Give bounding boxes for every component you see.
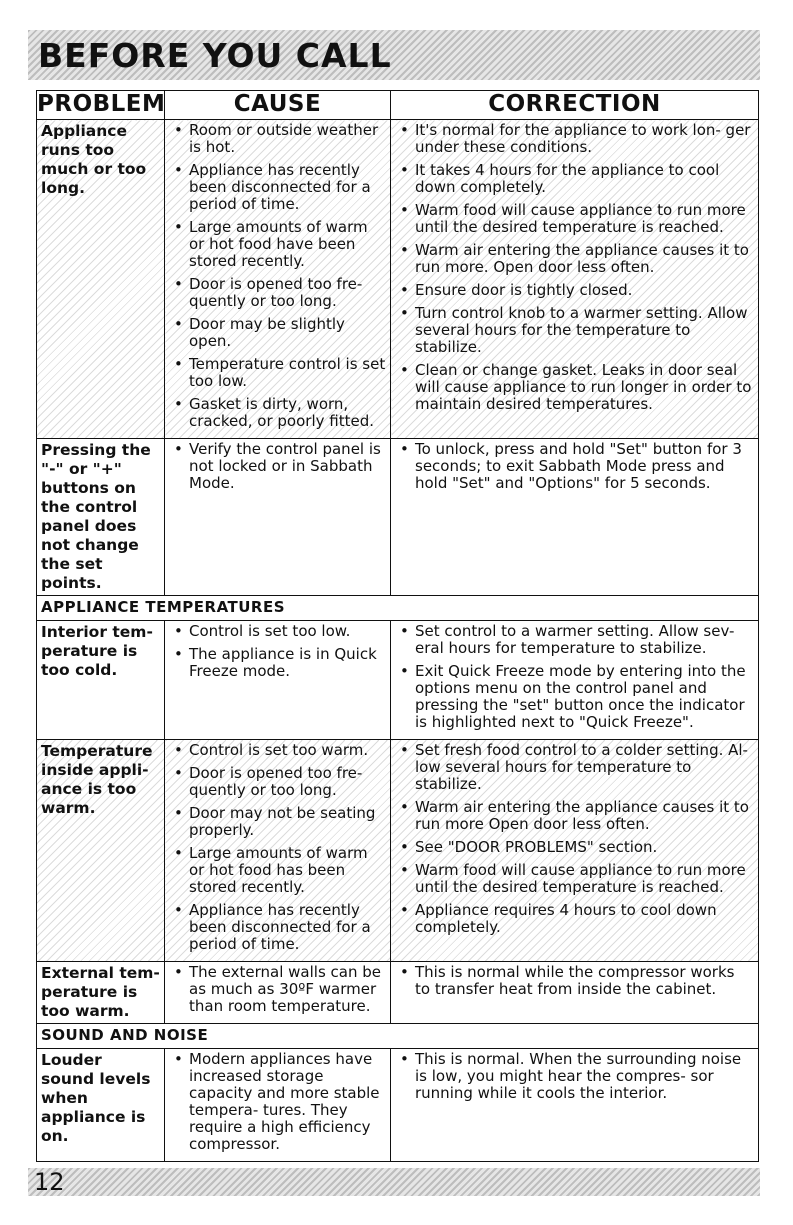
cause-cell: [165, 1049, 391, 1162]
correction-list: [395, 742, 754, 936]
list-item: • Turn control knob to a warmer setting. Allow several hours for the temperature to stabilize.: [395, 305, 754, 356]
page-title: BEFORE YOU CALL: [38, 36, 392, 75]
problem-cell: External tem- perature is too warm.: [37, 962, 165, 1024]
problem-cell: Louder sound levels when appliance is on.: [37, 1049, 165, 1162]
table-header-row: [37, 91, 759, 120]
table-row: [37, 621, 759, 740]
table-row: [37, 962, 759, 1024]
correction-list: [395, 1051, 754, 1102]
cause-list: [169, 1051, 386, 1153]
list-item: • Set fresh food control to a colder setting. Al- low several hours for temperature to stabilize.: [395, 742, 754, 793]
table-row: [37, 120, 759, 439]
list-item: • Warm air entering the appliance causes it to run more. Open door less often.: [395, 242, 754, 276]
cause-cell: [165, 740, 391, 962]
cause-list: [169, 623, 386, 680]
problem-cell: Pressing the "-" or "+" buttons on the control panel does not change the set points.: [37, 439, 165, 596]
cause-list: [169, 964, 386, 1015]
problem-cell: Temperature inside appli- ance is too warm.: [37, 740, 165, 962]
page-number: 12: [34, 1168, 65, 1196]
list-item: • Clean or change gasket. Leaks in door seal will cause appliance to run longer in order to maintain desired temperatures.: [395, 362, 754, 413]
list-item: • Door is opened too fre- quently or too long.: [169, 765, 386, 799]
list-item: • Appliance requires 4 hours to cool down completely.: [395, 902, 754, 936]
list-item: • Warm food will cause appliance to run more until the desired temperature is reached.: [395, 862, 754, 896]
list-item: • Gasket is dirty, worn, cracked, or poorly fitted.: [169, 396, 386, 430]
cause-list: [169, 122, 386, 430]
cause-cell: [165, 120, 391, 439]
correction-list: [395, 122, 754, 413]
troubleshooting-table: [36, 90, 759, 1162]
list-item: • This is normal while the compressor works to transfer heat from inside the cabinet.: [395, 964, 754, 998]
section-title-sound: SOUND AND NOISE: [37, 1024, 759, 1049]
cause-cell: [165, 439, 391, 596]
column-header-correction: CORRECTION: [391, 91, 759, 120]
list-item: • Door may not be seating properly.: [169, 805, 386, 839]
cause-cell: [165, 962, 391, 1024]
column-header-problem: PROBLEM: [37, 91, 165, 120]
list-item: • Ensure door is tightly closed.: [395, 282, 754, 299]
list-item: • It's normal for the appliance to work lon- ger under these conditions.: [395, 122, 754, 156]
correction-cell: [391, 1049, 759, 1162]
list-item: • Room or outside weather is hot.: [169, 122, 386, 156]
problem-cell: Appliance runs too much or too long.: [37, 120, 165, 439]
list-item: • Appliance has recently been disconnected for a period of time.: [169, 162, 386, 213]
table-row: [37, 439, 759, 596]
section-title-temperatures: APPLIANCE TEMPERATURES: [37, 596, 759, 621]
problem-cell: Interior tem- perature is too cold.: [37, 621, 165, 740]
section-row: [37, 596, 759, 621]
list-item: • Control is set too low.: [169, 623, 386, 640]
correction-cell: [391, 962, 759, 1024]
correction-cell: [391, 120, 759, 439]
list-item: • Exit Quick Freeze mode by entering into the options menu on the control panel and pressing the "set" button once the indicator is highlighted next to "Quick Freeze".: [395, 663, 754, 731]
list-item: • Temperature control is set too low.: [169, 356, 386, 390]
correction-cell: [391, 621, 759, 740]
list-item: • This is normal. When the surrounding noise is low, you might hear the compres- sor running while it cools the interior.: [395, 1051, 754, 1102]
table-row: [37, 1049, 759, 1162]
list-item: • Set control to a warmer setting. Allow sev- eral hours for temperature to stabilize.: [395, 623, 754, 657]
list-item: • Door is opened too fre- quently or too long.: [169, 276, 386, 310]
list-item: • Large amounts of warm or hot food have been stored recently.: [169, 219, 386, 270]
correction-list: [395, 964, 754, 998]
list-item: • Verify the control panel is not locked or in Sabbath Mode.: [169, 441, 386, 492]
correction-cell: [391, 439, 759, 596]
correction-list: [395, 623, 754, 731]
list-item: • Appliance has recently been disconnected for a period of time.: [169, 902, 386, 953]
cause-list: [169, 441, 386, 492]
correction-cell: [391, 740, 759, 962]
list-item: • To unlock, press and hold "Set" button for 3 seconds; to exit Sabbath Mode press and hold "Set" and "Options" for 5 seconds.: [395, 441, 754, 492]
footer-bar: [28, 1168, 760, 1196]
list-item: • Warm air entering the appliance causes it to run more Open door less often.: [395, 799, 754, 833]
list-item: • The external walls can be as much as 30ºF warmer than room temperature.: [169, 964, 386, 1015]
column-header-cause: CAUSE: [165, 91, 391, 120]
list-item: • Control is set too warm.: [169, 742, 386, 759]
list-item: • It takes 4 hours for the appliance to cool down completely.: [395, 162, 754, 196]
list-item: • See "DOOR PROBLEMS" section.: [395, 839, 754, 856]
list-item: • Large amounts of warm or hot food has been stored recently.: [169, 845, 386, 896]
header-banner: [28, 30, 760, 80]
list-item: • Warm food will cause appliance to run more until the desired temperature is reached.: [395, 202, 754, 236]
cause-cell: [165, 621, 391, 740]
list-item: • Modern appliances have increased storage capacity and more stable tempera- tures. They require a high efficiency compressor.: [169, 1051, 386, 1153]
list-item: • Door may be slightly open.: [169, 316, 386, 350]
table-row: [37, 740, 759, 962]
list-item: • The appliance is in Quick Freeze mode.: [169, 646, 386, 680]
correction-list: [395, 441, 754, 492]
section-row: [37, 1024, 759, 1049]
cause-list: [169, 742, 386, 953]
